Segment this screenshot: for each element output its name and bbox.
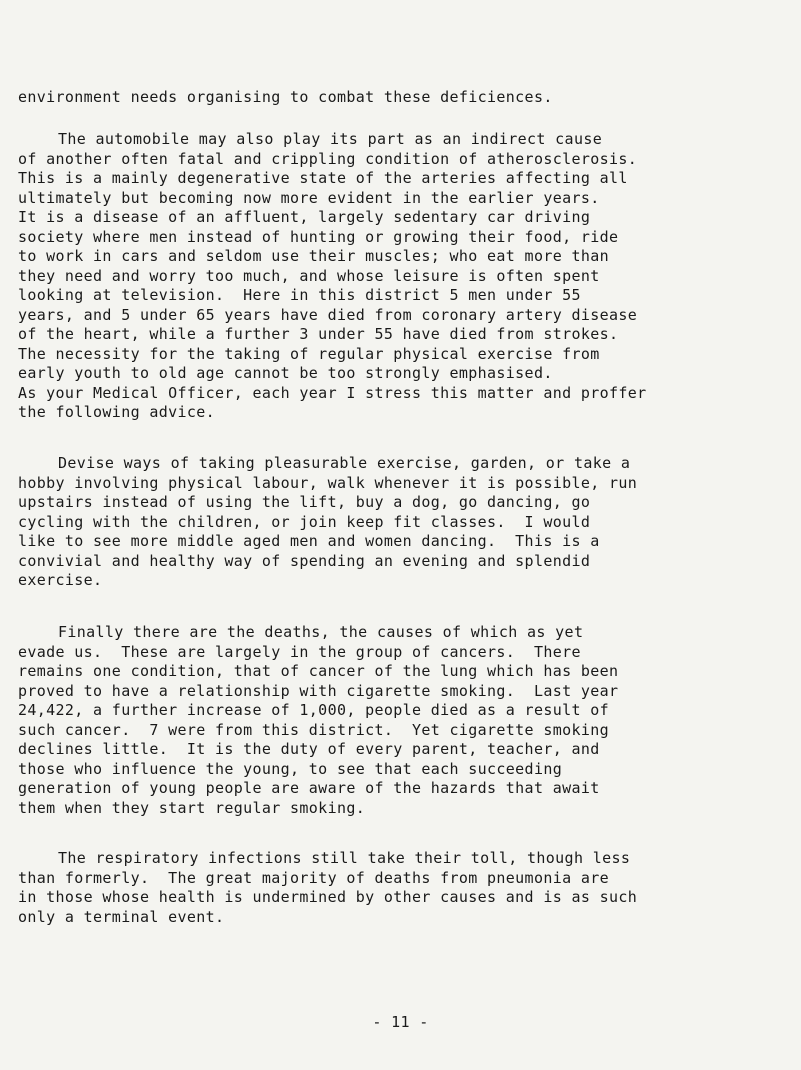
paragraph-continuation [18, 88, 798, 108]
text-line: than formerly. The great majority of deaths from pneumonia are [18, 868, 609, 887]
text-line: they need and worry too much, and whose leisure is often spent [18, 266, 600, 285]
text-line: Finally there are the deaths, the causes of which as yet [58, 623, 584, 641]
text-line: As your Medical Officer, each year I stress this matter and proffer [18, 383, 647, 402]
paragraph-cancer-smoking [18, 623, 798, 818]
paragraph-exercise-advice [18, 454, 798, 591]
text-line: looking at television. Here in this district 5 men under 55 [18, 286, 581, 304]
text-line: Devise ways of taking pleasurable exercise, garden, or take a [58, 454, 631, 472]
text-line: ultimately but becoming now more evident in the earlier years. [18, 188, 600, 207]
text-line: them when they start regular smoking. [18, 798, 366, 817]
text-line: society where men instead of hunting or growing their food, ride [18, 227, 619, 246]
text-line: upstairs instead of using the lift, buy a dog, go dancing, go [18, 493, 591, 511]
text-line: proved to have a relationship with cigarette smoking. Last year [18, 681, 619, 700]
text-line: 24,422, a further increase of 1,000, people died as a result of [18, 701, 609, 719]
text-line: declines little. It is the duty of every parent, teacher, and [18, 740, 600, 758]
paragraph-automobile-atherosclerosis [18, 130, 798, 423]
text-line: exercise. [18, 571, 103, 589]
text-line: of the heart, while a further 3 under 55 have died from strokes. [18, 325, 619, 343]
text-line: It is a disease of an affluent, largely sedentary car driving [18, 208, 591, 226]
text-line: The respiratory infections still take their toll, though less [58, 849, 631, 867]
text-line: convivial and healthy way of spending an evening and splendid [18, 551, 591, 570]
text-line: This is a mainly degenerative state of the arteries affecting all [18, 169, 628, 187]
page-number: - 11 - [372, 1013, 429, 1031]
text-line: in those whose health is undermined by other causes and is as such [18, 888, 638, 906]
text-line: like to see more middle aged men and women dancing. This is a [18, 532, 600, 550]
text-line: early youth to old age cannot be too strongly emphasised. [18, 364, 553, 382]
text-line: The necessity for the taking of regular physical exercise from [18, 344, 600, 363]
text-line: generation of young people are aware of the hazards that await [18, 779, 600, 797]
text-line: such cancer. 7 were from this district. Yet cigarette smoking [18, 720, 609, 739]
text-line: of another often fatal and crippling condition of atherosclerosis. [18, 149, 638, 168]
text-line: to work in cars and seldom use their muscles; who eat more than [18, 247, 609, 265]
text-line: evade us. These are largely in the group of cancers. There [18, 642, 581, 661]
paragraph-respiratory-infections [18, 849, 798, 927]
text-line: only a terminal event. [18, 907, 225, 926]
text-line: those who influence the young, to see that each succeeding [18, 759, 563, 778]
text-line: environment needs organising to combat these deficiences. [18, 88, 553, 106]
text-line: hobby involving physical labour, walk whenever it is possible, run [18, 473, 638, 492]
text-line: the following advice. [18, 403, 215, 421]
text-line: years, and 5 under 65 years have died from coronary artery disease [18, 305, 638, 324]
text-line: cycling with the children, or join keep fit classes. I would [18, 512, 591, 531]
text-line: The automobile may also play its part as an indirect cause [58, 130, 603, 148]
text-line: remains one condition, that of cancer of the lung which has been [18, 662, 619, 680]
